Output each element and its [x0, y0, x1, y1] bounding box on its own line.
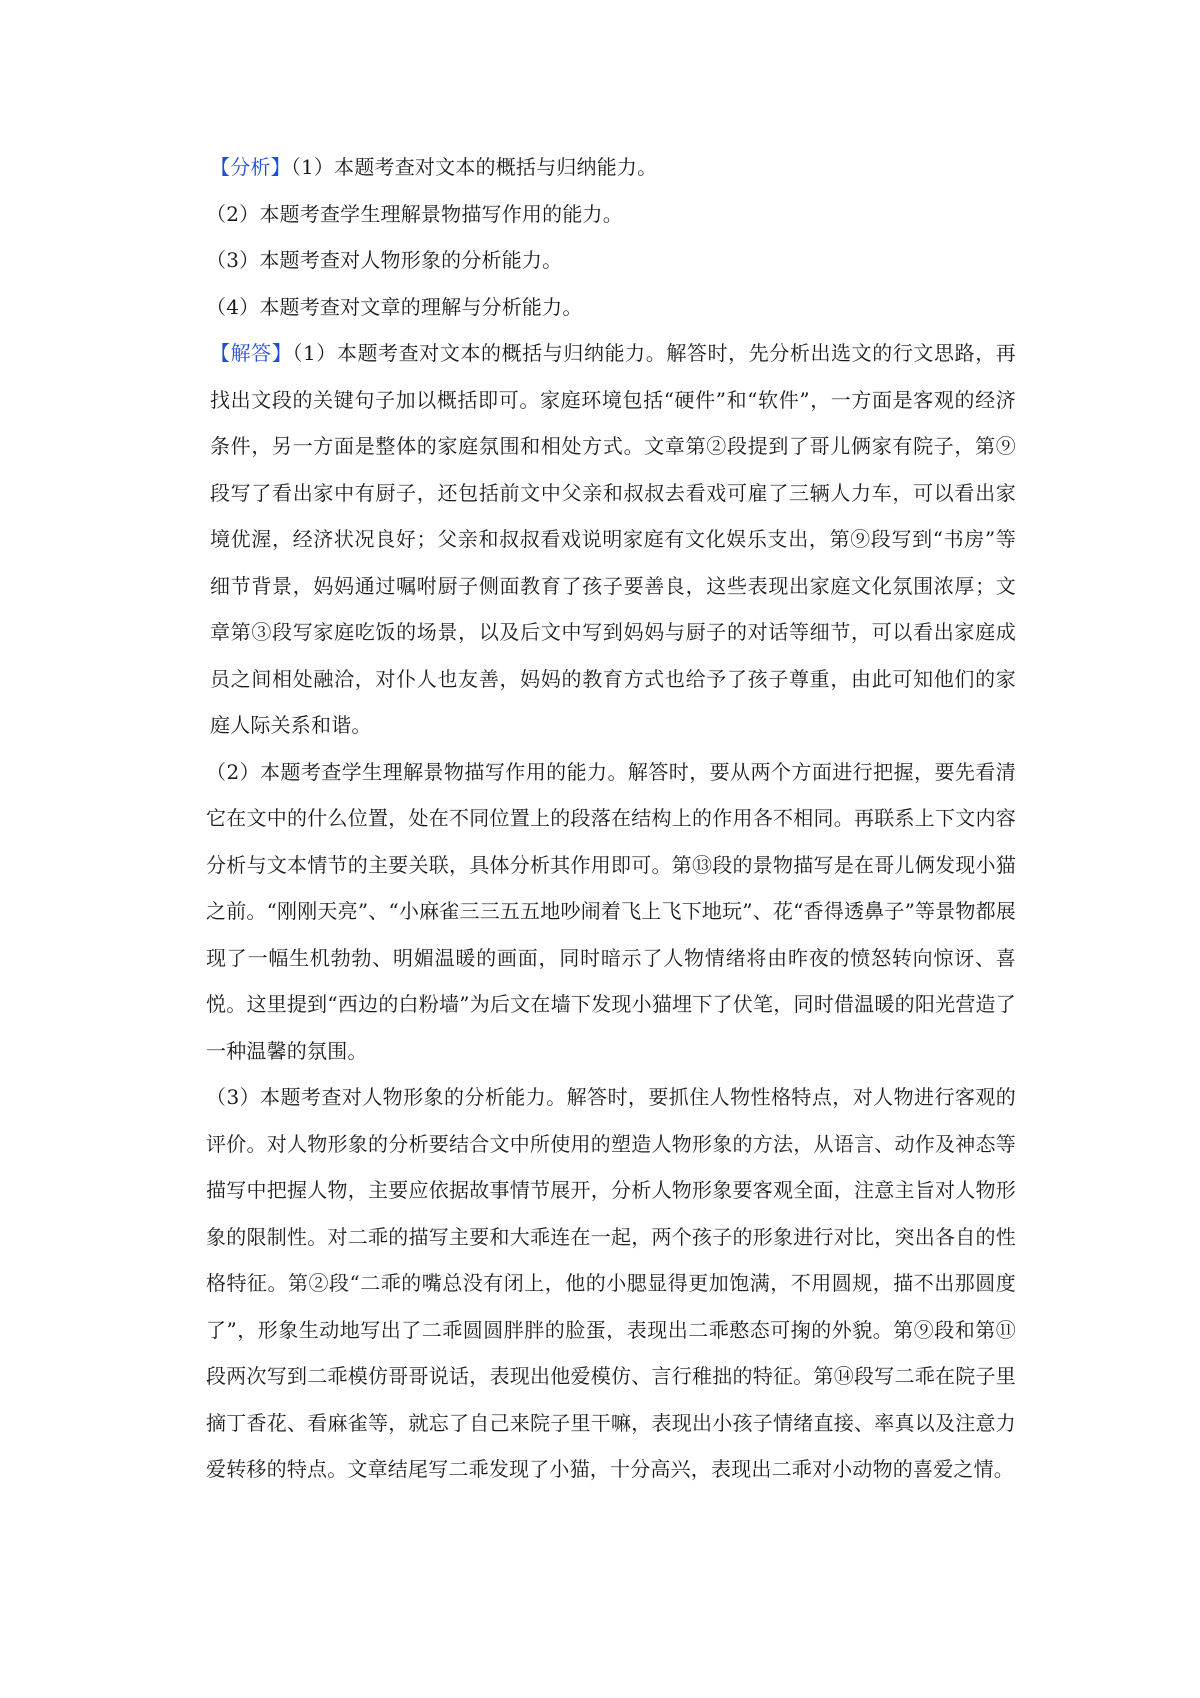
analysis-item-2: （2）本题考查学生理解景物描写作用的能力。	[206, 201, 623, 226]
analysis-line-4	[206, 284, 1016, 331]
answer-text-2: （2）本题考查学生理解景物描写作用的能力。解答时，要从两个方面进行把握，要先看清它在文中的什么位置，处在不同位置上的段落在结构上的作用各不相同。再联系上下文内容分析与文本情节的主要关联，具体分析其作用即可。第⑬段的景物描写是在哥儿俩发现小猫之前。“刚刚天亮”、“小麻雀三三五五地吵闹着飞上飞下地玩”、花“香得透鼻子”等景物都展现了一幅生机勃勃、明媚温暖的画面，同时暗示了人物情绪将由昨夜的愤怒转向惊讶、喜悦。这里提到“西边的白粉墙”为后文在墙下发现小猫埋下了伏笔，同时借温暖的阳光营造了一种温馨的氛围。	[206, 759, 1016, 1063]
analysis-line-3	[206, 237, 1016, 284]
analysis-item-1: （1）本题考查对文本的概括与归纳能力。	[290, 155, 658, 179]
answer-paragraph-1	[210, 330, 1016, 749]
analysis-tag: 【分析】	[210, 155, 291, 179]
answer-text-1: （1）本题考查对文本的概括与归纳能力。解答时，先分析出选文的行文思路，再找出文段的关键句子加以概括即可。家庭环境包括“硬件”和“软件”，一方面是客观的经济条件，另一方面是整体的家庭氛围和相处方式。文章第②段提到了哥儿俩家有院子，第⑨段写了看出家中有厨子，还包括前文中父亲和叔叔去看戏可雇了三辆人力车，可以看出家境优渥，经济状况良好；父亲和叔叔看戏说明家庭有文化娱乐支出，第⑨段写到“书房”等细节背景，妈妈通过嘱咐厨子侧面教育了孩子要善良，这些表现出家庭文化氛围浓厚；文章第③段写家庭吃饭的场景，以及后文中写到妈妈与厨子的对话等细节，可以看出家庭成员之间相处融洽，对仆人也友善，妈妈的教育方式也给予了孩子尊重，由此可知他们的家庭人际关系和谐。	[210, 341, 1016, 737]
answer-paragraph-2	[206, 749, 1016, 1075]
analysis-line-2	[206, 191, 1016, 238]
answer-paragraph-3	[206, 1074, 1016, 1493]
analysis-item-4: （4）本题考查对文章的理解与分析能力。	[206, 294, 583, 319]
analysis-item-3: （3）本题考查对人物形象的分析能力。	[206, 248, 563, 272]
analysis-line-1	[210, 144, 1016, 191]
answer-text-3: （3）本题考查对人物形象的分析能力。解答时，要抓住人物性格特点，对人物进行客观的评价。对人物形象的分析要结合文中所使用的塑造人物形象的方法，从语言、动作及神态等描写中把握人物，主要应依据故事情节展开，分析人物形象要客观全面，注意主旨对人物形象的限制性。对二乖的描写主要和大乖连在一起，两个孩子的形象进行对比，突出各自的性格特征。第②段“二乖的嘴总没有闭上，他的小腮显得更加饱满，不用圆规，描不出那圆度了”，形象生动地写出了二乖圆圆胖胖的脸蛋，表现出二乖憨态可掬的外貌。第⑨段和第⑪段两次写到二乖模仿哥哥说话，表现出他爱模仿、言行稚拙的特征。第⑭段写二乖在院子里摘丁香花、看麻雀等，就忘了自己来院子里干嘛，表现出小孩子情绪直接、率真以及注意力爱转移的特点。文章结尾写二乖发现了小猫，十分高兴，表现出二乖对小动物的喜爱之情。	[206, 1085, 1016, 1481]
document-page	[206, 144, 1016, 1493]
answer-tag: 【解答】	[210, 341, 293, 365]
